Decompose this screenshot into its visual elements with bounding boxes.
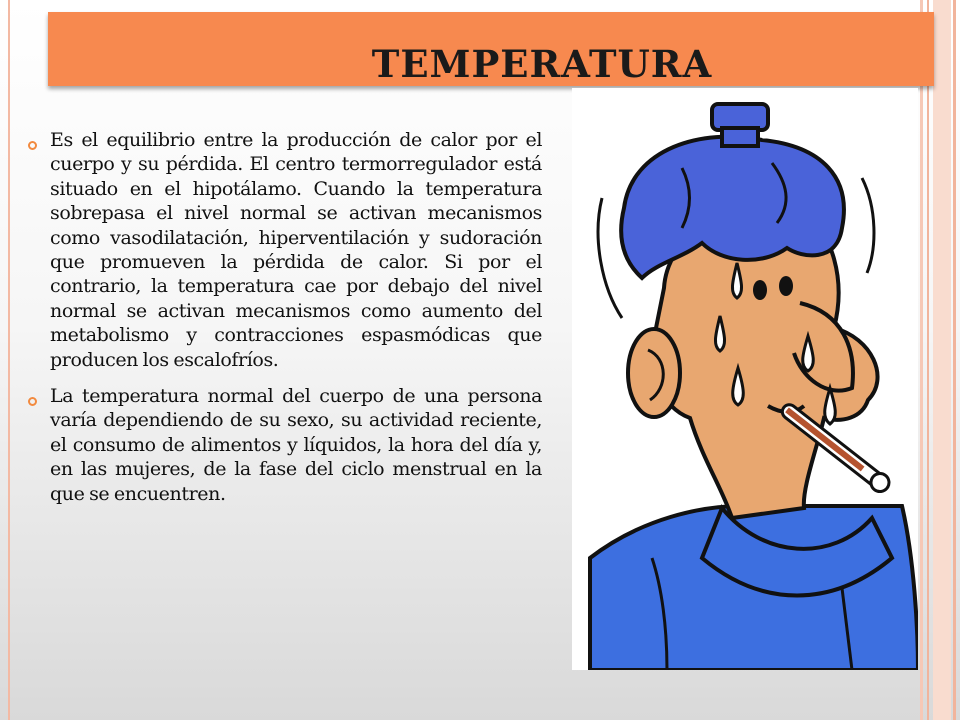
left-decor-line xyxy=(8,0,10,720)
eye-right xyxy=(779,276,793,296)
right-decor-stripe xyxy=(933,0,951,720)
bullet-text: Es el equilibrio entre la producción de calor por el cuerpo y su pérdida. El centro termorregulador está situado en el hipotálamo. Cuando la temperatura sobrepasa el nivel normal se activan mecanismos como vasodilatación, hiperventilación y sudoración que promueven la pérdida de calor. Si por el contrario, la temperatura cae por debajo del nivel normal se activan mecanismos como aumento del metabolismo y contracciones espasmódicas que producen los escalofríos. xyxy=(50,129,542,371)
illustration-svg xyxy=(572,88,918,670)
title-bar xyxy=(48,12,934,86)
shake-line xyxy=(862,178,874,273)
orange-ring-bullet-icon xyxy=(28,141,37,150)
orange-ring-bullet-icon xyxy=(28,397,37,406)
right-decor-stripe xyxy=(953,0,956,720)
slide-content xyxy=(28,128,542,518)
right-decor-stripe xyxy=(920,0,923,720)
right-decor-stripe xyxy=(927,0,929,720)
ice-bag-shape xyxy=(621,137,844,278)
bullet-text: La temperatura normal del cuerpo de una persona varía dependiendo de su sexo, su actividad reciente, el consumo de alimentos y líquidos, la hora del día y, en las mujeres, de la fase del ciclo menstrual en la que se encuentren. xyxy=(50,385,542,505)
shake-line xyxy=(598,198,622,318)
sick-man-with-ice-bag-and-thermometer-illustration xyxy=(572,88,918,670)
ice-bag-neck xyxy=(722,128,758,146)
ear-shape xyxy=(628,329,680,417)
eye-left xyxy=(753,280,767,300)
bullet-item xyxy=(28,384,542,506)
slide-title: TEMPERATURA xyxy=(371,42,713,86)
bullet-item xyxy=(28,128,542,372)
